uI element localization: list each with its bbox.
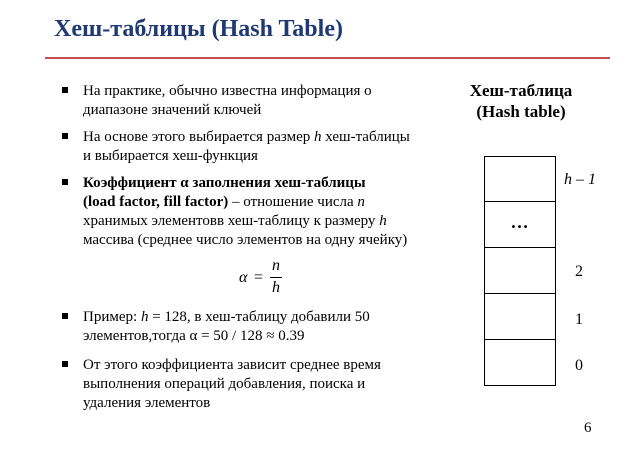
- text-segment: = 128, в хеш-таблицу добавили 50: [148, 309, 370, 325]
- title-divider: [45, 57, 610, 59]
- bullet-line: [83, 174, 452, 193]
- variable-h: h: [379, 213, 387, 229]
- index-label-top: [564, 171, 596, 189]
- hash-table-cell: [484, 156, 556, 202]
- index-label-1: 1: [575, 311, 583, 328]
- index-label-2: 2: [575, 263, 583, 280]
- text-segment: На основе этого выбирается размер: [83, 129, 314, 145]
- bullet-square-icon: [62, 133, 68, 139]
- bullet-line: [83, 128, 452, 147]
- variable-n: n: [357, 194, 365, 210]
- formula-equals: =: [254, 269, 264, 286]
- index-label-0: 0: [575, 357, 583, 374]
- text-segment: хеш-таблицы: [321, 129, 410, 145]
- slide-title: Хеш-таблицы (Hash Table): [54, 16, 343, 42]
- bullet-line: [83, 212, 452, 231]
- text-segment: – отношение числа: [228, 194, 358, 210]
- variable-h: h: [140, 309, 149, 325]
- page-number: 6: [584, 420, 592, 436]
- bullet-item: [62, 82, 452, 120]
- hash-table-cell: [484, 202, 556, 248]
- hash-table-title-en: (Hash table): [476, 102, 566, 121]
- ellipsis-marker: …: [510, 212, 530, 232]
- bullet-item: [62, 308, 452, 346]
- variable-h: h: [313, 129, 322, 145]
- hash-table-cell: [484, 248, 556, 294]
- load-factor-term: Коэффициент α заполнения хеш-таблицы: [83, 175, 366, 191]
- formula-denominator: h: [272, 279, 280, 296]
- hash-table-cell: [484, 294, 556, 340]
- formula-alpha: α: [239, 269, 248, 286]
- bullet-line: элементов,тогда α = 50 / 128 ≈ 0.39: [83, 328, 305, 344]
- bullet-item: [62, 174, 452, 250]
- bullet-square-icon: [62, 87, 68, 93]
- text-segment: Пример:: [83, 309, 141, 325]
- bullet-line: На практике, обычно известна информация о: [83, 83, 372, 99]
- hash-table-title: [462, 80, 580, 122]
- bullet-item: [62, 356, 452, 413]
- load-factor-formula: [62, 256, 452, 300]
- formula-numerator: n: [272, 257, 280, 274]
- bullet-square-icon: [62, 361, 68, 367]
- bullet-line: удаления элементов: [83, 395, 211, 411]
- text-segment: хранимых элементовв хеш-таблицу к размеру: [83, 213, 380, 229]
- hash-table-cell: [484, 340, 556, 386]
- index-top-text: h – 1: [564, 171, 596, 188]
- bullet-line: [83, 308, 452, 327]
- bullet-line: массива (среднее число элементов на одну ячейку): [83, 232, 408, 248]
- bullet-item: [62, 128, 452, 166]
- bullet-square-icon: [62, 313, 68, 319]
- bullet-line: и выбирается хеш-функция: [83, 148, 258, 164]
- bullet-list: [62, 82, 452, 423]
- bullet-line: выполнения операций добавления, поиска и: [83, 376, 366, 392]
- bullet-line: [83, 193, 452, 212]
- bullet-square-icon: [62, 179, 68, 185]
- bullet-line: диапазоне значений ключей: [83, 102, 262, 118]
- bullet-line: От этого коэффициента зависит среднее время: [83, 357, 381, 373]
- hash-table-title-ru: Хеш-таблица: [469, 81, 573, 100]
- load-factor-english: (load factor, fill factor): [83, 194, 229, 210]
- hash-table-diagram: [484, 156, 556, 386]
